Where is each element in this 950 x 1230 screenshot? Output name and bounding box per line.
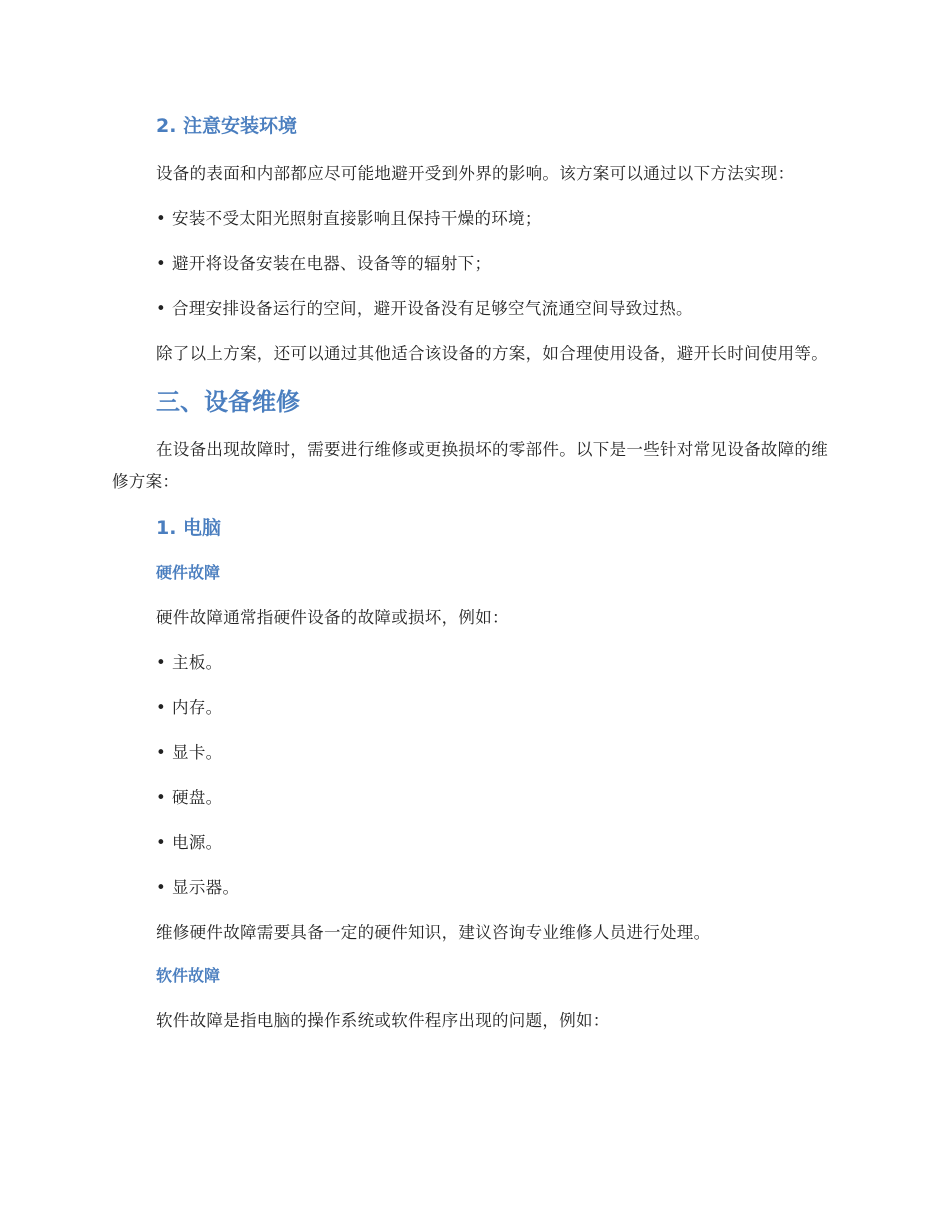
- list-item: [112, 693, 828, 723]
- list-item-text: 显卡。: [172, 743, 223, 762]
- list-item-text: 合理安排设备运行的空间，避开设备没有足够空气流通空间导致过热。: [172, 299, 693, 318]
- bullet-icon: •: [156, 299, 167, 318]
- bullet-icon: •: [156, 209, 167, 228]
- document-body: [112, 108, 828, 1037]
- list-item: [112, 204, 828, 234]
- list-item-text: 内存。: [172, 698, 223, 717]
- paragraph-hardware-closing: 维修硬件故障需要具备一定的硬件知识，建议咨询专业维修人员进行处理。: [156, 923, 711, 942]
- subheading-hardware-fault: 硬件故障: [156, 563, 221, 582]
- section-heading-maintenance: 三、设备维修: [156, 388, 300, 416]
- bullet-icon: •: [156, 653, 167, 672]
- list-item-text: 电源。: [172, 833, 223, 852]
- paragraph-install-closing: 除了以上方案，还可以通过其他适合该设备的方案，如合理使用设备，避开长时间使用等。: [156, 344, 828, 363]
- subheading-software-fault: 软件故障: [156, 966, 221, 985]
- list-item: [112, 294, 828, 324]
- paragraph-hardware-intro: 硬件故障通常指硬件设备的故障或损坏，例如：: [156, 608, 509, 627]
- bullet-icon: •: [156, 878, 167, 897]
- bullet-icon: •: [156, 788, 167, 807]
- list-item-text: 显示器。: [172, 878, 240, 897]
- paragraph-software-intro: 软件故障是指电脑的操作系统或软件程序出现的问题，例如：: [156, 1011, 610, 1030]
- paragraph-install-intro: 设备的表面和内部都应尽可能地避开受到外界的影响。该方案可以通过以下方法实现：: [156, 164, 795, 183]
- list-item: [112, 648, 828, 678]
- list-item: [112, 249, 828, 279]
- list-item-text: 主板。: [172, 653, 223, 672]
- list-item: [112, 783, 828, 813]
- list-item: [112, 828, 828, 858]
- paragraph-maintenance-intro: 在设备出现故障时，需要进行维修或更换损坏的零部件。以下是一些针对常见设备故障的维修方案：: [112, 440, 828, 491]
- list-item-text: 避开将设备安装在电器、设备等的辐射下；: [172, 254, 492, 273]
- subsection-heading-computer: 1. 电脑: [156, 517, 222, 539]
- bullet-icon: •: [156, 833, 167, 852]
- list-item: [112, 738, 828, 768]
- list-item-text: 硬盘。: [172, 788, 223, 807]
- bullet-icon: •: [156, 743, 167, 762]
- list-item-text: 安装不受太阳光照射直接影响且保持干燥的环境；: [172, 209, 542, 228]
- bullet-icon: •: [156, 698, 167, 717]
- section-heading-install-environment: 2. 注意安装环境: [156, 115, 298, 137]
- bullet-icon: •: [156, 254, 167, 273]
- list-item: [112, 873, 828, 903]
